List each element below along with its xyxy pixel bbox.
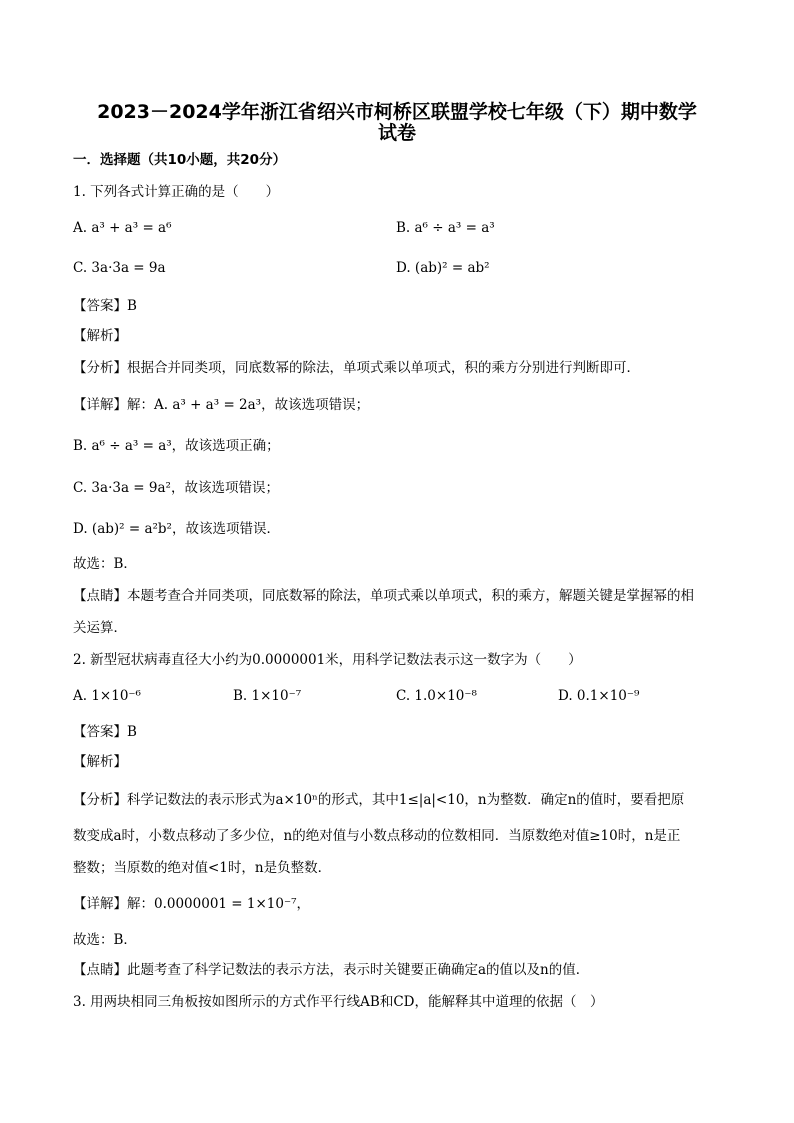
q1-note-line-1: 【点睛】本题考查合并同类项，同底数幂的除法，单项式乘以单项式，积的乘方，解题关键是掌握幂的相 xyxy=(73,588,694,604)
q2-option-c: C. 1.0×10⁻⁸ xyxy=(396,688,477,704)
section-heading: 一．选择题（共10小题，共20分） xyxy=(73,152,287,168)
q1-detail-c: C. 3a·3a = 9a²，故该选项错误； xyxy=(73,480,279,496)
q2-note: 【点睛】此题考查了科学记数法的表示方法，表示时关键要正确确定a的值以及n的值． xyxy=(73,962,590,978)
q2-fenxi-line-2: 数变成a时，小数点移动了多少位，n的绝对值与小数点移动的位数相同．当原数绝对值≥10时，n是正 xyxy=(73,828,681,844)
q1-jiexi: 【解析】 xyxy=(73,328,127,344)
q2-option-b: B. 1×10⁻⁷ xyxy=(233,688,302,704)
q2-detail: 【详解】解：0.0000001 = 1×10⁻⁷， xyxy=(73,896,311,912)
q2-conclusion: 故选：B． xyxy=(73,932,137,948)
q1-conclusion: 故选：B． xyxy=(73,556,137,572)
q2-stem: 2. 新型冠状病毒直径大小约为0.0000001米，用科学记数法表示这一数字为（ ） xyxy=(73,652,582,668)
title-line-2: 试卷 xyxy=(377,122,416,144)
q1-option-c: C. 3a·3a = 9a xyxy=(73,260,166,276)
q2-answer: 【答案】B xyxy=(73,724,137,740)
q2-jiexi: 【解析】 xyxy=(73,754,127,770)
q1-answer: 【答案】B xyxy=(73,298,137,314)
q1-detail-a: 【详解】解：A. a³ + a³ = 2a³，故该选项错误； xyxy=(73,397,370,413)
q1-option-a: A. a³ + a³ = a⁶ xyxy=(73,220,172,236)
q2-option-a: A. 1×10⁻⁶ xyxy=(73,688,141,704)
q1-stem: 1. 下列各式计算正确的是（ ） xyxy=(73,184,280,200)
q2-fenxi-line-1: 【分析】科学记数法的表示形式为a×10ⁿ的形式，其中1≤|a|<10，n为整数．确定n的值时，要看把原 xyxy=(73,792,685,808)
q2-option-d: D. 0.1×10⁻⁹ xyxy=(558,688,640,704)
title-line-1: 2023－2024学年浙江省绍兴市柯桥区联盟学校七年级（下）期中数学 xyxy=(97,101,697,123)
q1-note-line-2: 关运算． xyxy=(73,620,127,636)
q1-detail-b: B. a⁶ ÷ a³ = a³，故该选项正确； xyxy=(73,438,280,454)
q3-stem: 3. 用两块相同三角板按如图所示的方式作平行线AB和CD，能解释其中道理的依据（ ） xyxy=(73,994,604,1010)
q2-fenxi-line-3: 整数；当原数的绝对值<1时，n是负整数． xyxy=(73,860,332,876)
q1-detail-d: D. (ab)² = a²b²，故该选项错误． xyxy=(73,521,280,537)
q1-option-d: D. (ab)² = ab² xyxy=(396,260,490,276)
q1-fenxi: 【分析】根据合并同类项，同底数幂的除法，单项式乘以单项式，积的乘方分别进行判断即可． xyxy=(73,360,640,376)
q1-option-b: B. a⁶ ÷ a³ = a³ xyxy=(396,220,495,236)
